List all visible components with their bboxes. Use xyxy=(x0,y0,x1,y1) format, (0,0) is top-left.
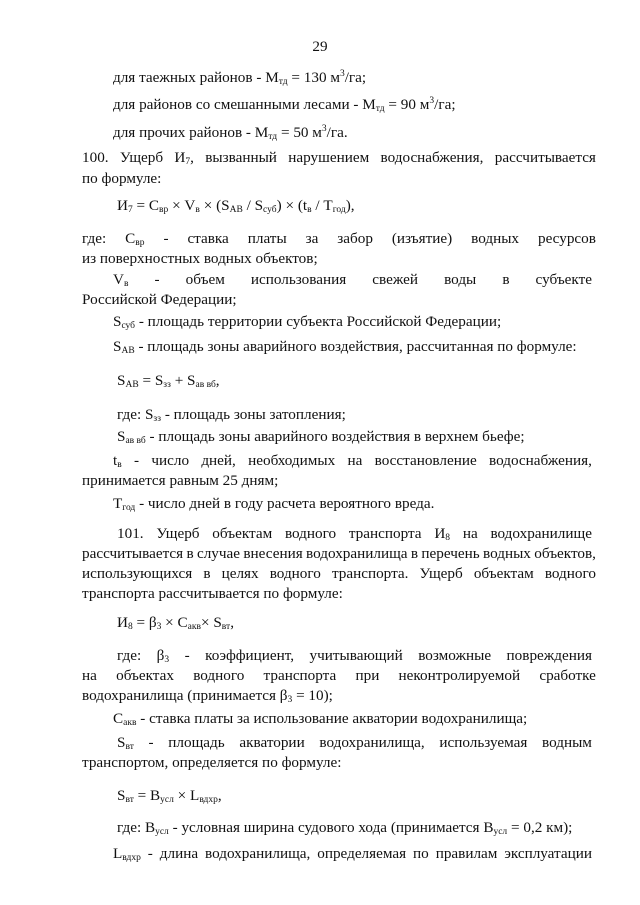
word: где: xyxy=(82,230,107,247)
word: водного xyxy=(284,525,337,542)
word: в xyxy=(203,565,211,582)
word: $V_в$ xyxy=(113,271,129,289)
word: объектам xyxy=(212,525,273,542)
word: $И_7$, xyxy=(174,149,194,167)
word: акватории xyxy=(239,734,305,751)
word: водохранилище xyxy=(490,525,592,542)
word: дней, xyxy=(201,452,236,469)
text-line: $S_{суб}$ - площадь территории субъекта Российской Федерации; xyxy=(113,313,502,331)
text-line xyxy=(82,667,596,685)
word: водным xyxy=(542,734,592,751)
word: Ущерб xyxy=(156,525,200,542)
text-line: $С_{акв}$ - ставка платы за использование акватории водохранилища; xyxy=(113,710,528,728)
text-line: $Т_{год}$ - число дней в году расчета вероятного вреда. xyxy=(113,495,435,513)
word: определяемая xyxy=(317,845,407,862)
text-line: принимается равным 25 дням; xyxy=(82,472,279,489)
word: 101. xyxy=(117,525,144,542)
word: водных xyxy=(483,545,531,562)
text-line: водохранилища (принимается $\beta_3 = 10$); xyxy=(82,687,333,705)
word: объем xyxy=(185,271,225,288)
text-line xyxy=(82,230,596,248)
word: - xyxy=(148,734,154,751)
word: эксплуатации xyxy=(504,845,592,862)
word: объектов, xyxy=(534,545,596,562)
word: водного xyxy=(193,667,245,684)
word: - xyxy=(163,230,169,247)
text-line: по формуле: xyxy=(82,170,162,187)
text-line: $S_{АВ}$ - площадь зоны аварийного воздействия, рассчитанная по формуле: xyxy=(113,338,577,356)
text-line: из поверхностных водных объектов; xyxy=(82,250,318,267)
word: - xyxy=(184,647,190,664)
text-line: для прочих районов - $М_{тд} = 50$ $м^3/га$. xyxy=(113,124,348,142)
word: рассчитывается xyxy=(82,545,184,562)
word: использующихся xyxy=(82,565,193,582)
word: учитывающий xyxy=(309,647,403,664)
word: нарушением xyxy=(288,149,370,166)
word: вызванный xyxy=(205,149,277,166)
formula: $S_{АВ} = S_{зз} + S_{ав вб}$, xyxy=(117,372,220,390)
word: повреждения xyxy=(506,647,592,664)
text-line: где: $В_{усл}$ - условная ширина судового хода (принимается $В_{усл} = 0,2$ км); xyxy=(117,819,573,837)
word: ресурсов xyxy=(537,230,596,247)
word: транспорта xyxy=(348,525,422,542)
word: водных xyxy=(471,230,520,247)
text-line xyxy=(117,525,592,543)
word: случае xyxy=(196,545,241,562)
word: водного xyxy=(544,565,596,582)
word: Ущерб xyxy=(419,565,463,582)
word: на xyxy=(82,667,97,684)
word: Ущерб xyxy=(119,149,164,166)
word: забор xyxy=(337,230,373,247)
word: при xyxy=(355,667,380,684)
word: - xyxy=(154,271,160,288)
word: водоснабжения, xyxy=(489,452,592,469)
word: водного xyxy=(269,565,321,582)
word: правилам xyxy=(435,845,498,862)
word: - xyxy=(147,845,153,862)
word: в xyxy=(186,545,194,562)
text-line: где: $S_{зз}$ - площадь зоны затопления; xyxy=(117,406,346,424)
text-line: для таежных районов - $М_{тд} = 130$ $м^3/га$; xyxy=(113,69,367,87)
word: площадь xyxy=(168,734,225,751)
word: восстановление xyxy=(374,452,477,469)
formula: $S_{вт} = В_{усл} \times L_{вдхр}$, xyxy=(117,787,222,805)
word: на xyxy=(462,525,478,542)
text-line xyxy=(82,545,596,563)
word: где: xyxy=(117,647,142,664)
text-line xyxy=(82,149,596,167)
word: водохранилища, xyxy=(319,734,425,751)
text-line xyxy=(113,845,592,863)
word: (изъятие) xyxy=(391,230,453,247)
word: неконтролируемой xyxy=(398,667,521,684)
word: за xyxy=(305,230,319,247)
text-line xyxy=(82,565,596,583)
text-line: транспорта рассчитывается по формуле: xyxy=(82,585,343,602)
word: субъекте xyxy=(535,271,592,288)
word: $t_в$ xyxy=(113,452,122,470)
page-number: 29 xyxy=(312,38,328,55)
word: на xyxy=(347,452,363,469)
word: в xyxy=(410,545,419,562)
text-line xyxy=(117,734,592,752)
word: целях xyxy=(221,565,259,582)
word: рассчитывается xyxy=(494,149,596,166)
word: $С_{вр}$ xyxy=(125,230,145,248)
word: по xyxy=(413,845,429,862)
word: транспорта xyxy=(263,667,337,684)
word: возможные xyxy=(418,647,492,664)
text-line xyxy=(113,271,592,289)
word: использования xyxy=(250,271,347,288)
word: 100. xyxy=(82,149,109,166)
word: водоснабжения, xyxy=(380,149,484,166)
text-line xyxy=(117,647,592,665)
text-line: Российской Федерации; xyxy=(82,291,237,308)
text-line: для районов со смешанными лесами - $М_{тд} = 90$ $м^3/га$; xyxy=(113,96,456,114)
word: - xyxy=(134,452,140,469)
word: $S_{вт}$ xyxy=(117,734,134,752)
word: сработке xyxy=(539,667,596,684)
word: водохранилища xyxy=(306,545,408,562)
formula: $И_8 = \beta_3 \times С_{акв}\times S_{вт}$, xyxy=(117,614,234,632)
word: используемая xyxy=(439,734,528,751)
word: $L_{вдхр}$ xyxy=(113,845,141,863)
word: в xyxy=(502,271,510,288)
word: $\beta_3$ xyxy=(156,647,170,665)
word: ставка xyxy=(187,230,229,247)
text-line: транспортом, определяется по формуле: xyxy=(82,754,342,771)
word: воды xyxy=(444,271,477,288)
word: необходимых xyxy=(248,452,336,469)
word: объектах xyxy=(116,667,174,684)
word: транспорта. xyxy=(331,565,409,582)
word: водохранилища, xyxy=(205,845,311,862)
text-line xyxy=(113,452,592,470)
text-line: $S_{ав вб}$ - площадь зоны аварийного воздействия в верхнем бьефе; xyxy=(117,428,525,446)
word: перечень xyxy=(421,545,480,562)
word: свежей xyxy=(372,271,419,288)
word: объектам xyxy=(473,565,534,582)
word: внесения xyxy=(243,545,303,562)
word: длина xyxy=(159,845,199,862)
word: платы xyxy=(247,230,287,247)
word: число xyxy=(151,452,190,469)
formula: $И_7 = С_{вр} \times V_в \times (S_{АВ} / S_{суб}) \times (t_в / Т_{год})$, xyxy=(117,197,355,215)
word: $И_8$ xyxy=(434,525,451,543)
word: коэффициент, xyxy=(205,647,295,664)
